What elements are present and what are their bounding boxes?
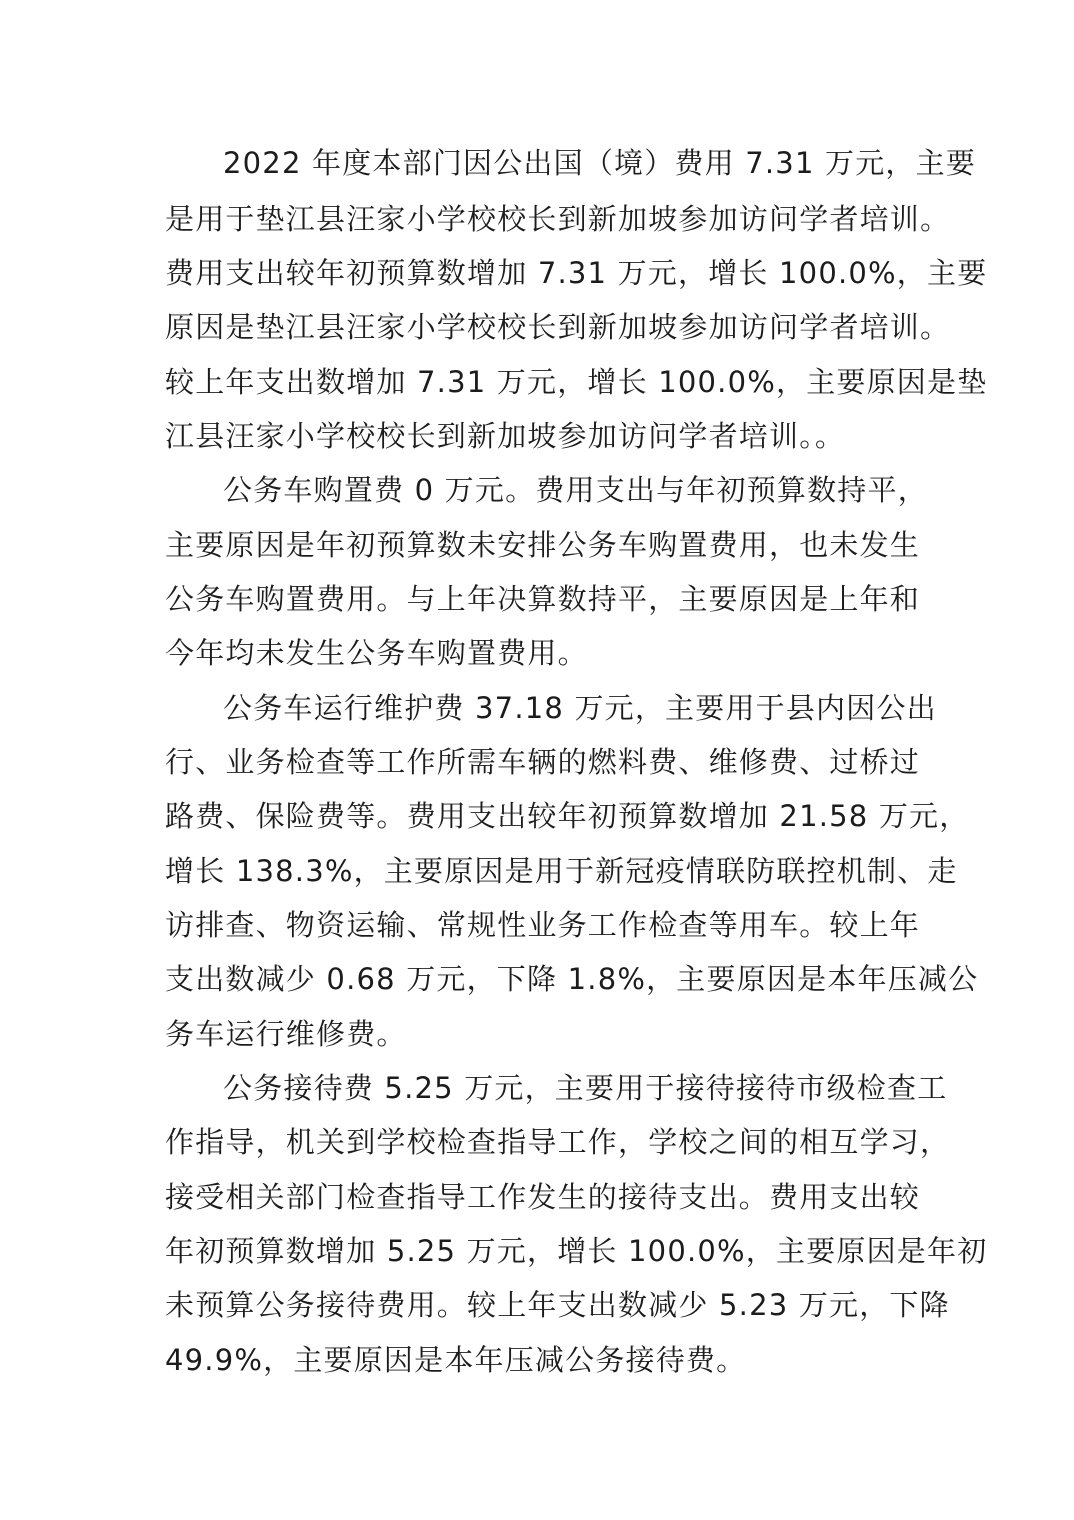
text-line: 作指导，机关到学校检查指导工作，学校之间的相互学习， xyxy=(165,1125,951,1159)
text-line: 主要原因是年初预算数未安排公务车购置费用，也未发生 xyxy=(165,528,921,562)
text-line: 公务车运行维护费 37.18 万元，主要用于县内因公出 xyxy=(223,691,937,725)
text-line: 未预算公务接待费用。较上年支出数减少 5.23 万元，下降 xyxy=(165,1288,950,1322)
text-line: 接受相关部门检查指导工作发生的接待支出。费用支出较 xyxy=(165,1180,921,1214)
text-line: 支出数减少 0.68 万元，下降 1.8%，主要原因是本年压减公 xyxy=(165,962,979,996)
text-line: 费用支出较年初预算数增加 7.31 万元，增长 100.0%，主要 xyxy=(165,256,988,290)
text-line: 公务接待费 5.25 万元，主要用于接待接待市级检查工 xyxy=(223,1071,948,1105)
text-line: 行、业务检查等工作所需车辆的燃料费、维修费、过桥过 xyxy=(165,745,921,779)
text-line: 是用于垫江县汪家小学校校长到新加坡参加访问学者培训。 xyxy=(165,202,951,236)
text-line: 原因是垫江县汪家小学校校长到新加坡参加访问学者培训。 xyxy=(165,310,951,344)
text-line: 49.9%，主要原因是本年压减公务接待费。 xyxy=(165,1343,747,1377)
text-line: 今年均未发生公务车购置费用。 xyxy=(165,636,588,670)
text-line: 务车运行维修费。 xyxy=(165,1017,407,1051)
text-line: 江县汪家小学校校长到新加坡参加访问学者培训。。 xyxy=(165,419,846,453)
text-line: 路费、保险费等。费用支出较年初预算数增加 21.58 万元， xyxy=(165,799,970,833)
text-line: 公务车购置费 0 万元。费用支出与年初预算数持平， xyxy=(223,473,928,507)
text-line: 访排查、物资运输、常规性业务工作检查等用车。较上年 xyxy=(165,908,921,942)
text-line: 年初预算数增加 5.25 万元，增长 100.0%，主要原因是年初 xyxy=(165,1234,988,1268)
text-line: 2022 年度本部门因公出国（境）费用 7.31 万元，主要 xyxy=(223,146,977,180)
text-line: 较上年支出数增加 7.31 万元，增长 100.0%，主要原因是垫 xyxy=(165,365,988,399)
text-line: 增长 138.3%，主要原因是用于新冠疫情联防联控机制、走 xyxy=(165,854,958,888)
text-line: 公务车购置费用。与上年决算数持平，主要原因是上年和 xyxy=(165,582,921,616)
